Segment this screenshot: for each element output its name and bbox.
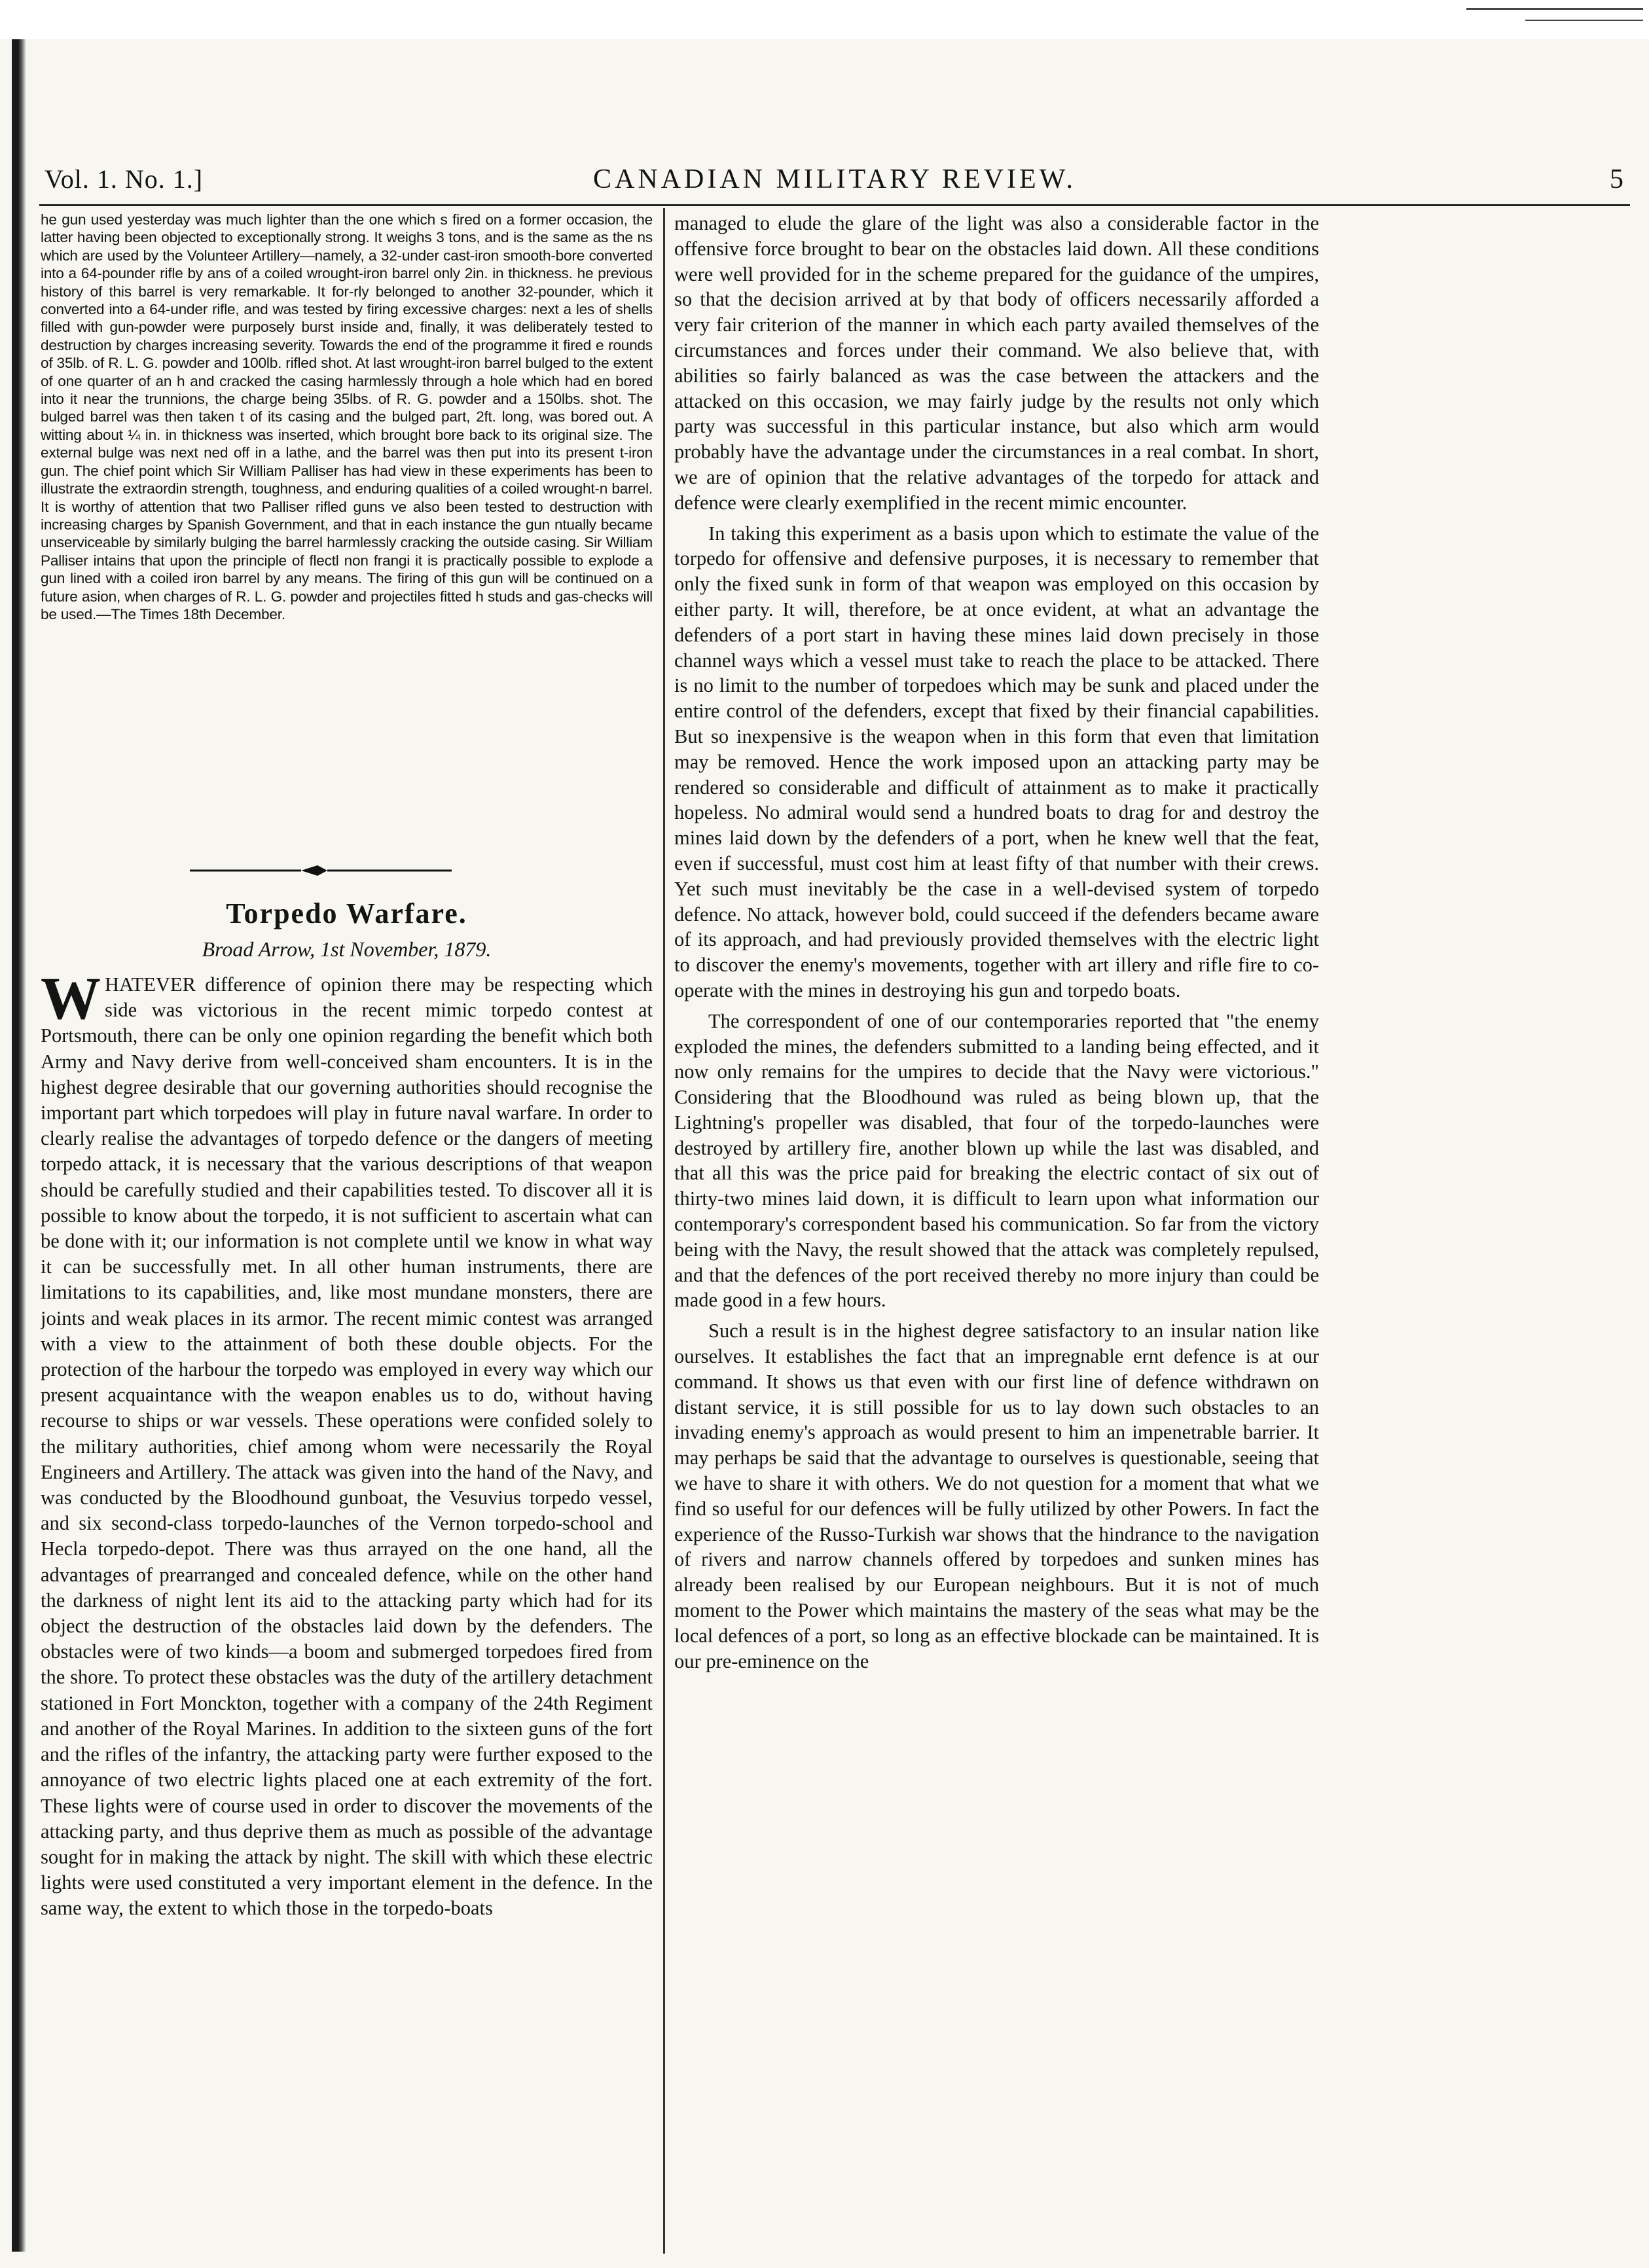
journal-title: CANADIAN MILITARY REVIEW. [593, 164, 1076, 194]
column-rule [663, 208, 665, 2254]
article-opening-paragraph [41, 972, 653, 1922]
scan-rule-mark [1466, 8, 1643, 10]
news-item [41, 211, 653, 819]
article-paragraph: managed to elude the glare of the light was also a considerable factor in the offensive force brought to bear on the obstacles laid down. All these conditions were well provided for in the scheme prepared for the guidance of the umpires, so that the decision arrived at by that body of officers necessarily afforded a very fair criterion of the manner in which each party availed themselves of the circumstances and forces under their command. We also believe that, with abilities so fairly balanced as was the case between the attackers and the attacked on this occasion, we may fairly judge by the results not only which party was successful in this particular instance, but also which arm would probably have the advantage under the circumstances in a real combat. In short, we are of opinion that the relative advantages of the torpedo for attack and defence were clearly exemplified in the recent mimic encounter. [674, 212, 1319, 514]
scan-rule-mark [1525, 20, 1643, 21]
article-column-right [674, 211, 1319, 2256]
article-column-left [41, 972, 653, 2252]
drop-cap: W [41, 972, 101, 1032]
header-rule [39, 204, 1630, 206]
article-left-text: HATEVER difference of opinion there may be respecting which side was victorious in the recent mimic torpedo contest at Portsmouth, there can be only one opinion regarding the benefit which both Army and Navy derive from well-conceived sham encounters. It is in the highest degree desirable that our governing authorities should recognise the important part which torpedoes will play in future naval warfare. In order to clearly realise the advantages of torpedo defence or the dangers of meeting torpedo attack, it is necessary that the various descriptions of that weapon should be carefully studied and their capabilities tested. To discover all it is possible to know about the torpedo, it is not sufficient to ascertain what can be done with it; our information is not complete until we know in what way it can be successfully met. In all other human instruments, there are limitations to its capabilities, and, like most mundane monsters, there are joints and weak places in its armor. The recent mimic contest was arranged with a view to the attainment of both these double objects. For the protection of the harbour the torpedo was employed in every way which our present acquaintance with the weapon enables us to do, without having recourse to ships or war vessels. These operations were confided solely to the military authorities, chief among whom were necessarily the Royal Engineers and Artillery. The attack was given into the hand of the Navy, and was conducted by the Bloodhound gunboat, the Vesuvius torpedo vessel, and six second-class torpedo-launches of the Vernon torpedo-school and Hecla torpedo-depot. There was thus arrayed on the one hand, all the advantages of prearranged and concealed defence, while on the other hand the darkness of night lent its aid to the attacking party which had for its object the destruction of the obstacles laid down by the defenders. The obstacles were of two kinds—a boom and submerged torpedoes fired from the shore. To protect these obstacles was the duty of the artillery detachment stationed in Fort Monckton, together with a company of the 24th Regiment and another of the Royal Marines. In addition to the sixteen guns of the fort and the rifles of the infantry, the attacking party were further exposed to the annoyance of two electric lights placed one at each extremity of the fort. These lights were of course used in order to discover the movements of the attacking party, and thus deprive them as much as possible of the advantage sought for in making the attack by night. The skill with which these electric lights were used constituted a very important element in the defence. In the same way, the extent to which those in the torpedo-boats [41, 973, 653, 1920]
article-title: Torpedo Warfare. [226, 897, 467, 929]
news-item-text: he gun used yesterday was much lighter than the one which s fired on a former occasion, the latter having been objected to exceptionally strong. It weighs 3 tons, and is the same as the ns which are used by the Volunteer Artillery—namely, a 32-under cast-iron smooth-bore converted into a 64-pounder rifle by ans of a coiled wrought-iron barrel only 2in. in thickness. he previous history of this barrel is very remarkable. It for-rly belonged to another 32-pounder, which it converted into a 64-under rifle, and was tested by firing excessive charges: next a les of shells filled with gun-powder were purposely burst inside and, finally, it was deliberately tested to destruction by charges increasing severity. Towards the end of the programme it fired e rounds of 35lb. of R. L. G. powder and 100lb. rifled shot. At last wrought-iron barrel bulged to the extent of one quarter of an h and cracked the casing harmlessly through a hole which had en bored into it near the trunnions, the charge being 35lbs. of R. G. powder and a 150lbs. shot. The bulged barrel was then taken t of its casing and the bulged part, 2ft. long, was bored out. A witting about ¼ in. in thickness was inserted, which brought bore back to its original size. The external bulge was next ned off in a lathe, and the barrel was then put into its present t-iron gun. The chief point which Sir William Palliser has had view in these experiments has been to illustrate the extraordin strength, toughness, and enduring qualities of a coiled wrought-n barrel. It is worthy of attention that two Palliser rifled guns ve also been tested to destruction with increasing charges by Spanish Government, and that in each instance the gun ntually became unserviceable by similarly bulging the barrel harmlessly cracking the outside casing. Sir William Palliser intains that upon the principle of flectl non frangi it is practically possible to explode a gun lined with a coiled iron barrel by any means. The firing of this gun will be continued on a future asion, when charges of R. L. G. powder and projectiles fitted h studs and gas-checks will be used.—The Times 18th December. [41, 211, 653, 622]
page-number: 5 [1610, 164, 1623, 194]
binding-edge [12, 39, 26, 2252]
article-paragraph: In taking this experiment as a basis upon which to estimate the value of the torpedo for offensive and defensive purposes, it is necessary to remember that only the fixed sunk in form of that weapon was employed on this occasion by either party. It will, therefore, be at once evident, at what an advantage the defenders of a port start in having these mines laid down precisely in those channel ways which a vessel must take to reach the place to be attacked. There is no limit to the number of torpedoes which may be sunk and placed under the entire control of the defenders, except that fixed by their financial capabilities. But so inexpensive is the weapon when in this form that even that limitation may be removed. Hence the work imposed upon an attacking party may be rendered so considerable and difficult of attainment as to make it practically hopeless. No admiral would send a hundred boats to drag for and destroy the mines laid down by the defenders of a port, when he knew well that the feat, even if successful, must cost him at least fifty of that number with their crews. Yet such must inevitably be the case in a well-devised system of torpedo defence. No attack, however bold, could succeed if the defenders became aware of its approach, and had previously provided themselves with the electric light to discover the enemy's movements, together with art illery and rifle fire to co-operate with the mines in destroying his gun and torpedo boats. [674, 522, 1319, 1001]
scan-top-margin [0, 0, 1649, 39]
volume-label: Vol. 1. No. 1.] [45, 164, 204, 194]
article-paragraph: The correspondent of one of our contemporaries reported that "the enemy exploded the mines, the defenders submitted to a landing being effected, and it now only remains for the umpires to decide that the Navy were victorious." Considering that the Bloodhound was ruled as being blown up, that the Lightning's propeller was disabled, that four of the torpedo-launches were destroyed by artillery fire, another blown up while the last was disabled, and that all this was the price paid for breaking the electric contact of six out of thirty-two mines laid down, it is difficult to learn upon what information our contemporary's correspondent based his communication. So far from the victory being with the Navy, the result showed that the attack was completely repulsed, and that the defences of the port received thereby no more injury than could be made good in a few hours. [674, 1009, 1319, 1312]
article-paragraph: Such a result is in the highest degree satisfactory to an insular nation like ourselves. It establishes the fact that an impregnable ernt defence is at our command. It shows us that even with our first line of defence withdrawn on distant service, it is still possible for us to lay down such obstacles to an invading enemy's approach as would present to him an impenetrable barrier. It may perhaps be said that the advantage to ourselves is questionable, seeing that we have to share it with others. We do not question for a moment that what we find so useful for our defences will be fully utilized by other Powers. In fact the experience of the Russo-Turkish war shows that the hindrance to the navigation of rivers and narrow channels offered by torpedoes and sunken mines has already been realised by our European neighbours. But it is not of much moment to the Power which maintains the mastery of the seas what may be the local defences of a port, so long as an effective blockade can be maintained. It is our pre-eminence on the [674, 1320, 1319, 1672]
section-ornament [190, 863, 452, 878]
article-source: Broad Arrow, 1st November, 1879. [202, 937, 492, 961]
running-head [39, 164, 1630, 203]
